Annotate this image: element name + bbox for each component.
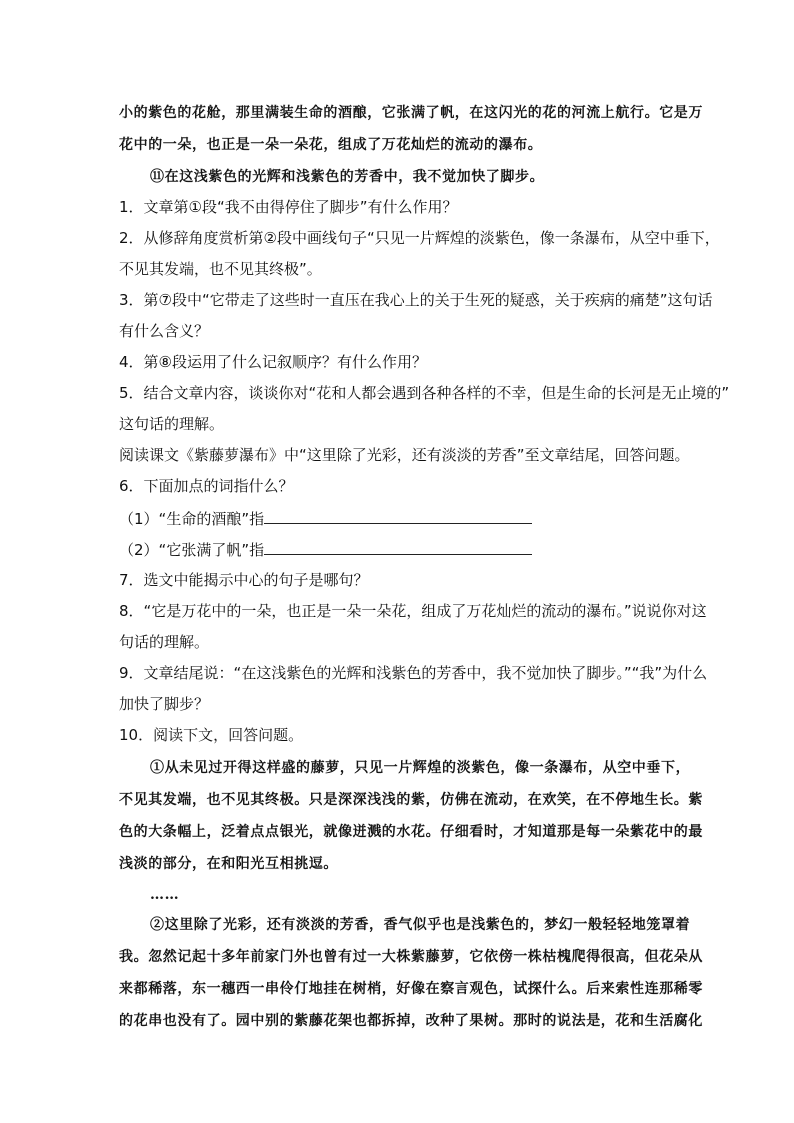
passage-line: 我。忽然记起十多年前家门外也曾有过一大株紫藤萝，它依傍一株枯槐爬得很高，但花朵从 xyxy=(119,949,703,965)
ellipsis: …… xyxy=(150,887,180,903)
question-2: 2．从修辞角度赏析第②段中画线句子“只见一片辉煌的淡紫色，像一条瀑布，从空中垂下， xyxy=(119,229,720,247)
answer-blank[interactable] xyxy=(264,511,532,524)
question-9: 9．文章结尾说：“在这浅紫色的光辉和浅紫色的芳香中，我不觉加快了脚步。”“我”为什么 xyxy=(119,664,708,682)
reading-instruction: 阅读课文《紫藤萝瀑布》中“这里除了光彩，还有淡淡的芳香”至文章结尾，回答问题。 xyxy=(119,446,690,464)
question-2-cont: 不见其发端，也不见其终极”。 xyxy=(119,260,322,278)
question-6-1 xyxy=(119,511,532,527)
question-6: 6．下面加点的词指什么？ xyxy=(119,477,294,495)
question-4: 4．第⑧段运用了什么记叙顺序？有什么作用？ xyxy=(119,353,427,371)
passage-line: ⑪在这浅紫色的光辉和浅紫色的芳香中，我不觉加快了脚步。 xyxy=(150,169,545,185)
question-3-cont: 有什么含义？ xyxy=(119,322,210,340)
question-10: 10．阅读下文，回答问题。 xyxy=(119,726,304,744)
question-9-cont: 加快了脚步？ xyxy=(119,695,210,713)
answer-blank[interactable] xyxy=(264,542,532,555)
passage-line: 色的大条幅上，泛着点点银光，就像迸溅的水花。仔细看时，才知道那是每一朵紫花中的最 xyxy=(119,824,703,840)
question-5-cont: 这句话的理解。 xyxy=(119,415,225,433)
passage-line: 浅淡的部分，在和阳光互相挑逗。 xyxy=(119,856,338,872)
passage-line: ②这里除了光彩，还有淡淡的芳香，香气似乎也是浅紫色的，梦幻一般轻轻地笼罩着 xyxy=(150,917,691,933)
passage-line: 花中的一朵，也正是一朵一朵花，组成了万花灿烂的流动的瀑布。 xyxy=(119,137,543,153)
question-5: 5．结合文章内容，谈谈你对“花和人都会遇到各种各样的不幸，但是生命的长河是无止境的” xyxy=(119,384,730,402)
question-7: 7．选文中能揭示中心的句子是哪句？ xyxy=(119,571,369,589)
passage-line: 来都稀落，东一穗西一串伶仃地挂在树梢，好像在察言观色，试探什么。后来索性连那稀零 xyxy=(119,981,703,997)
question-3: 3．第⑦段中“它带走了这些时一直压在我心上的关于生死的疑惑，关于疾病的痛楚”这句话 xyxy=(119,291,713,309)
question-6-2-text: （2）“它张满了帆”指 xyxy=(119,541,265,559)
passage-line: ①从未见过开得这样盛的藤萝，只见一片辉煌的淡紫色，像一条瀑布，从空中垂下， xyxy=(150,760,691,776)
question-6-2 xyxy=(119,542,532,558)
question-8: 8．“它是万花中的一朵，也正是一朵一朵花，组成了万花灿烂的流动的瀑布。”说说你对这 xyxy=(119,602,707,620)
passage-line: 小的紫色的花舱，那里满装生命的酒酿，它张满了帆，在这闪光的花的河流上航行。它是万 xyxy=(119,105,703,121)
question-8-cont: 句话的理解。 xyxy=(119,633,210,651)
passage-line: 的花串也没有了。园中别的紫藤花架也都拆掉，改种了果树。那时的说法是，花和生活腐化 xyxy=(119,1013,703,1029)
question-1: 1．文章第①段“我不由得停住了脚步”有什么作用？ xyxy=(119,198,458,216)
passage-line: 不见其发端，也不见其终极。只是深深浅浅的紫，仿佛在流动，在欢笑，在不停地生长。紫 xyxy=(119,792,703,808)
question-6-1-text: （1）“生命的酒酿”指 xyxy=(119,510,265,528)
